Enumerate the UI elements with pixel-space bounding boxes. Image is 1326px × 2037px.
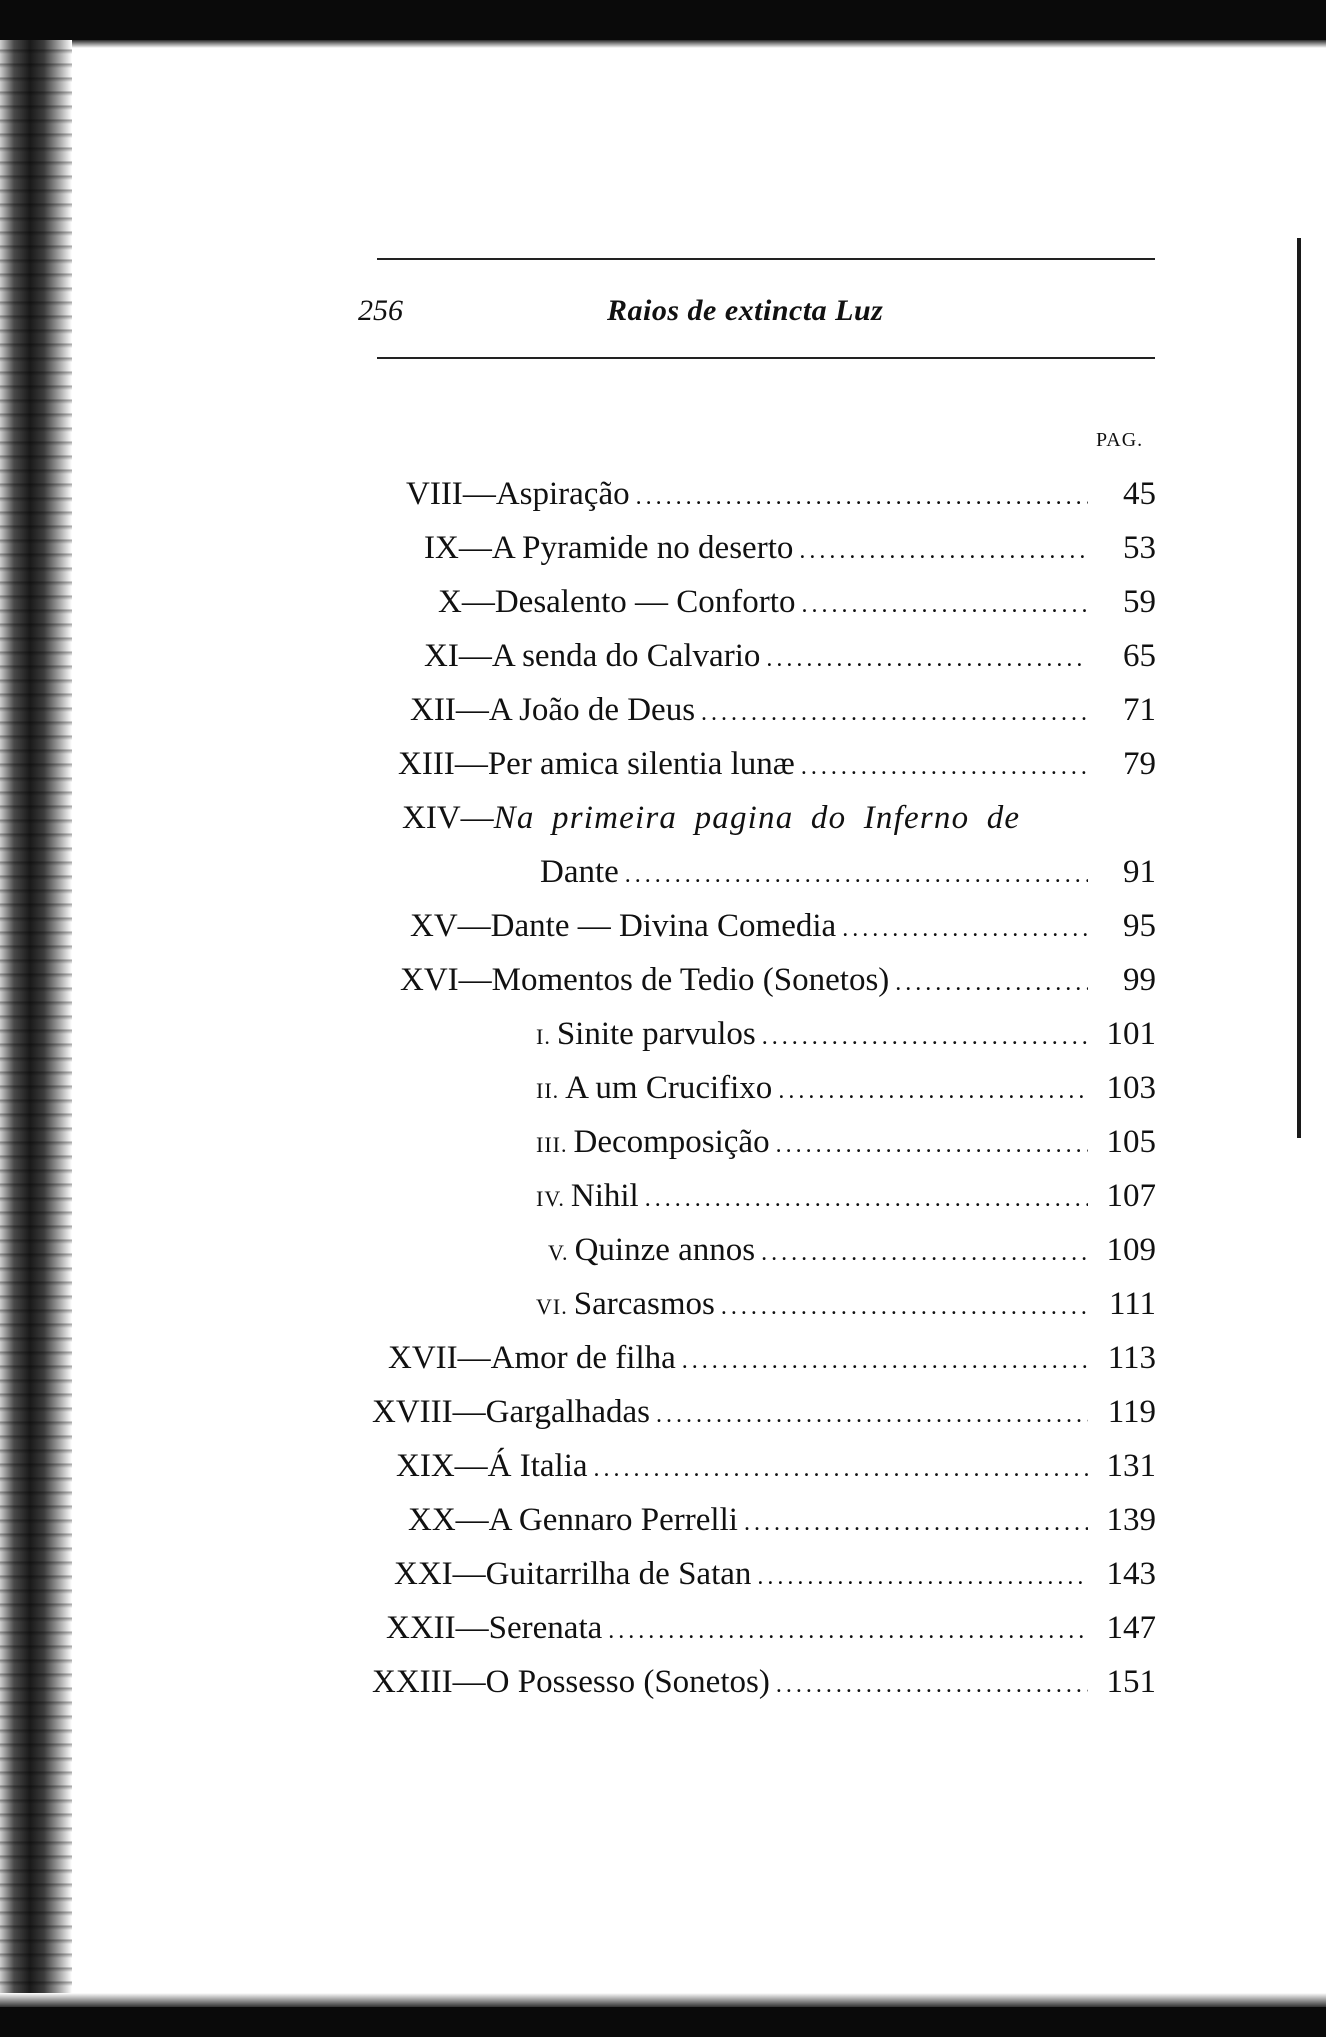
entry-dash: — xyxy=(455,1610,489,1646)
dot-leader xyxy=(842,907,1088,948)
entry-page: 103 xyxy=(1106,1070,1156,1106)
entry-page: 95 xyxy=(1123,908,1156,944)
dot-leader xyxy=(801,583,1088,624)
entry-numeral: IX xyxy=(424,530,459,566)
entry-page: 65 xyxy=(1123,638,1156,674)
entry-title: Na primeira pagina do Inferno de xyxy=(493,800,1021,836)
dot-leader xyxy=(608,1609,1088,1650)
dot-leader xyxy=(656,1393,1088,1434)
entry-page: 151 xyxy=(1106,1664,1156,1700)
dot-leader xyxy=(645,1177,1088,1218)
subentry-numeral: III. xyxy=(536,1132,568,1157)
entry-page: 79 xyxy=(1123,746,1156,782)
dot-leader xyxy=(895,961,1088,1002)
dot-leader xyxy=(744,1501,1088,1542)
entry-page: 45 xyxy=(1123,476,1156,512)
entry-page: 99 xyxy=(1123,962,1156,998)
dot-leader xyxy=(721,1285,1088,1326)
entry-title: Desalento — Conforto xyxy=(494,584,796,620)
entry-numeral: XIII xyxy=(398,746,455,782)
entry-title: A Pyramide no deserto xyxy=(491,530,794,566)
entry-title: Sarcasmos xyxy=(573,1286,715,1322)
entry-numeral: XVIII xyxy=(372,1394,453,1430)
toc-entry xyxy=(400,958,1156,1002)
entry-title-continuation: Dante xyxy=(540,854,619,890)
entry-numeral: XII xyxy=(410,692,456,728)
entry-dash: — xyxy=(455,1502,489,1538)
entry-title: Nihil xyxy=(570,1178,639,1214)
entry-title: Guitarrilha de Satan xyxy=(485,1556,752,1592)
toc-subentry xyxy=(536,1012,1156,1056)
entry-page: 139 xyxy=(1106,1502,1156,1538)
entry-title: A senda do Calvario xyxy=(491,638,761,674)
dot-leader xyxy=(778,1069,1088,1110)
toc-subentry xyxy=(536,1282,1156,1326)
page-column-label: PAG. xyxy=(1096,429,1144,451)
toc-subentry xyxy=(548,1228,1156,1272)
toc-entry xyxy=(372,1390,1156,1434)
dot-leader xyxy=(776,1123,1088,1164)
entry-page: 101 xyxy=(1106,1016,1156,1052)
entry-title: Á Italia xyxy=(487,1448,588,1484)
entry-page: 107 xyxy=(1106,1178,1156,1214)
entry-dash: — xyxy=(462,476,496,512)
entry-numeral: XV xyxy=(410,908,458,944)
toc-entry xyxy=(410,904,1156,948)
subentry-numeral: V. xyxy=(548,1240,569,1265)
toc-entry xyxy=(410,688,1156,732)
entry-title: Aspiração xyxy=(495,476,630,512)
dot-leader xyxy=(762,1015,1088,1056)
dot-leader xyxy=(757,1555,1088,1596)
toc-entry xyxy=(408,1498,1156,1542)
entry-dash: — xyxy=(460,800,494,836)
entry-numeral: XIX xyxy=(396,1448,455,1484)
dot-leader xyxy=(594,1447,1088,1488)
subentry-numeral: I. xyxy=(536,1024,551,1049)
entry-title: Quinze annos xyxy=(574,1232,756,1268)
entry-numeral: XXI xyxy=(394,1556,453,1592)
page-number: 256 xyxy=(358,294,403,327)
toc-subentry xyxy=(536,1066,1156,1110)
toc-entry xyxy=(394,1552,1156,1596)
entry-dash: — xyxy=(452,1664,486,1700)
entry-dash: — xyxy=(458,962,492,998)
entry-page: 53 xyxy=(1123,530,1156,566)
toc-entry xyxy=(402,796,1162,840)
toc-entry xyxy=(386,1606,1156,1650)
entry-page: 113 xyxy=(1107,1340,1156,1376)
entry-dash: — xyxy=(454,1448,488,1484)
toc-subentry xyxy=(536,1174,1156,1218)
subentry-numeral: VI. xyxy=(536,1294,568,1319)
entry-page: 109 xyxy=(1106,1232,1156,1268)
entry-numeral: XVI xyxy=(400,962,459,998)
toc-entry xyxy=(424,526,1156,570)
entry-title: Dante — Divina Comedia xyxy=(490,908,837,944)
entry-page: 147 xyxy=(1106,1610,1156,1646)
entry-dash: — xyxy=(458,638,492,674)
entry-numeral: XIV xyxy=(402,800,461,836)
entry-title: A Gennaro Perrelli xyxy=(488,1502,738,1538)
running-title: Raios de extincta Luz xyxy=(607,294,884,327)
entry-numeral: VIII xyxy=(406,476,463,512)
toc-entry xyxy=(372,1660,1156,1704)
toc-entry xyxy=(406,472,1156,516)
entry-numeral: XI xyxy=(424,638,459,674)
entry-title: A um Crucifixo xyxy=(565,1070,773,1106)
entry-dash: — xyxy=(452,1556,486,1592)
dot-leader xyxy=(801,745,1088,786)
dot-leader xyxy=(799,529,1088,570)
entry-page: 105 xyxy=(1106,1124,1156,1160)
toc-entry xyxy=(438,580,1156,624)
entry-title: A João de Deus xyxy=(488,692,696,728)
dot-leader xyxy=(761,1231,1088,1272)
entry-page: 71 xyxy=(1123,692,1156,728)
entry-dash: — xyxy=(457,908,491,944)
entry-numeral: XX xyxy=(408,1502,456,1538)
subentry-numeral: IV. xyxy=(536,1186,565,1211)
toc-entry-continuation xyxy=(540,850,1156,894)
dot-leader xyxy=(701,691,1088,732)
entry-page: 59 xyxy=(1123,584,1156,620)
entry-page: 111 xyxy=(1108,1286,1156,1322)
dot-leader xyxy=(766,637,1088,678)
entry-dash: — xyxy=(452,1394,486,1430)
toc-entry xyxy=(398,742,1156,786)
entry-title: Amor de filha xyxy=(490,1340,676,1376)
dot-leader xyxy=(636,475,1088,516)
entry-title: Sinite parvulos xyxy=(556,1016,756,1052)
entry-dash: — xyxy=(457,1340,491,1376)
entry-title: Decomposição xyxy=(573,1124,770,1160)
toc-entry xyxy=(396,1444,1156,1488)
entry-numeral: XVII xyxy=(388,1340,458,1376)
entry-numeral: X xyxy=(438,584,462,620)
toc-entry xyxy=(388,1336,1156,1380)
dot-leader xyxy=(625,853,1088,894)
subentry-numeral: II. xyxy=(536,1078,560,1103)
dot-leader xyxy=(776,1663,1088,1704)
entry-title: Per amica silentia lunæ xyxy=(487,746,795,782)
entry-title: Momentos de Tedio (Sonetos) xyxy=(491,962,890,998)
entry-title: Serenata xyxy=(488,1610,603,1646)
entry-page: 119 xyxy=(1107,1394,1156,1430)
entry-page: 91 xyxy=(1123,854,1156,890)
entry-numeral: XXII xyxy=(386,1610,456,1646)
entry-page: 143 xyxy=(1106,1556,1156,1592)
entry-dash: — xyxy=(455,692,489,728)
entry-dash: — xyxy=(454,746,488,782)
entry-dash: — xyxy=(461,584,495,620)
toc-entry xyxy=(424,634,1156,678)
toc-subentry xyxy=(536,1120,1156,1164)
entry-numeral: XXIII xyxy=(372,1664,453,1700)
entry-page: 131 xyxy=(1106,1448,1156,1484)
dot-leader xyxy=(682,1339,1088,1380)
entry-title: Gargalhadas xyxy=(485,1394,650,1430)
entry-title: O Possesso (Sonetos) xyxy=(485,1664,770,1700)
entry-dash: — xyxy=(458,530,492,566)
